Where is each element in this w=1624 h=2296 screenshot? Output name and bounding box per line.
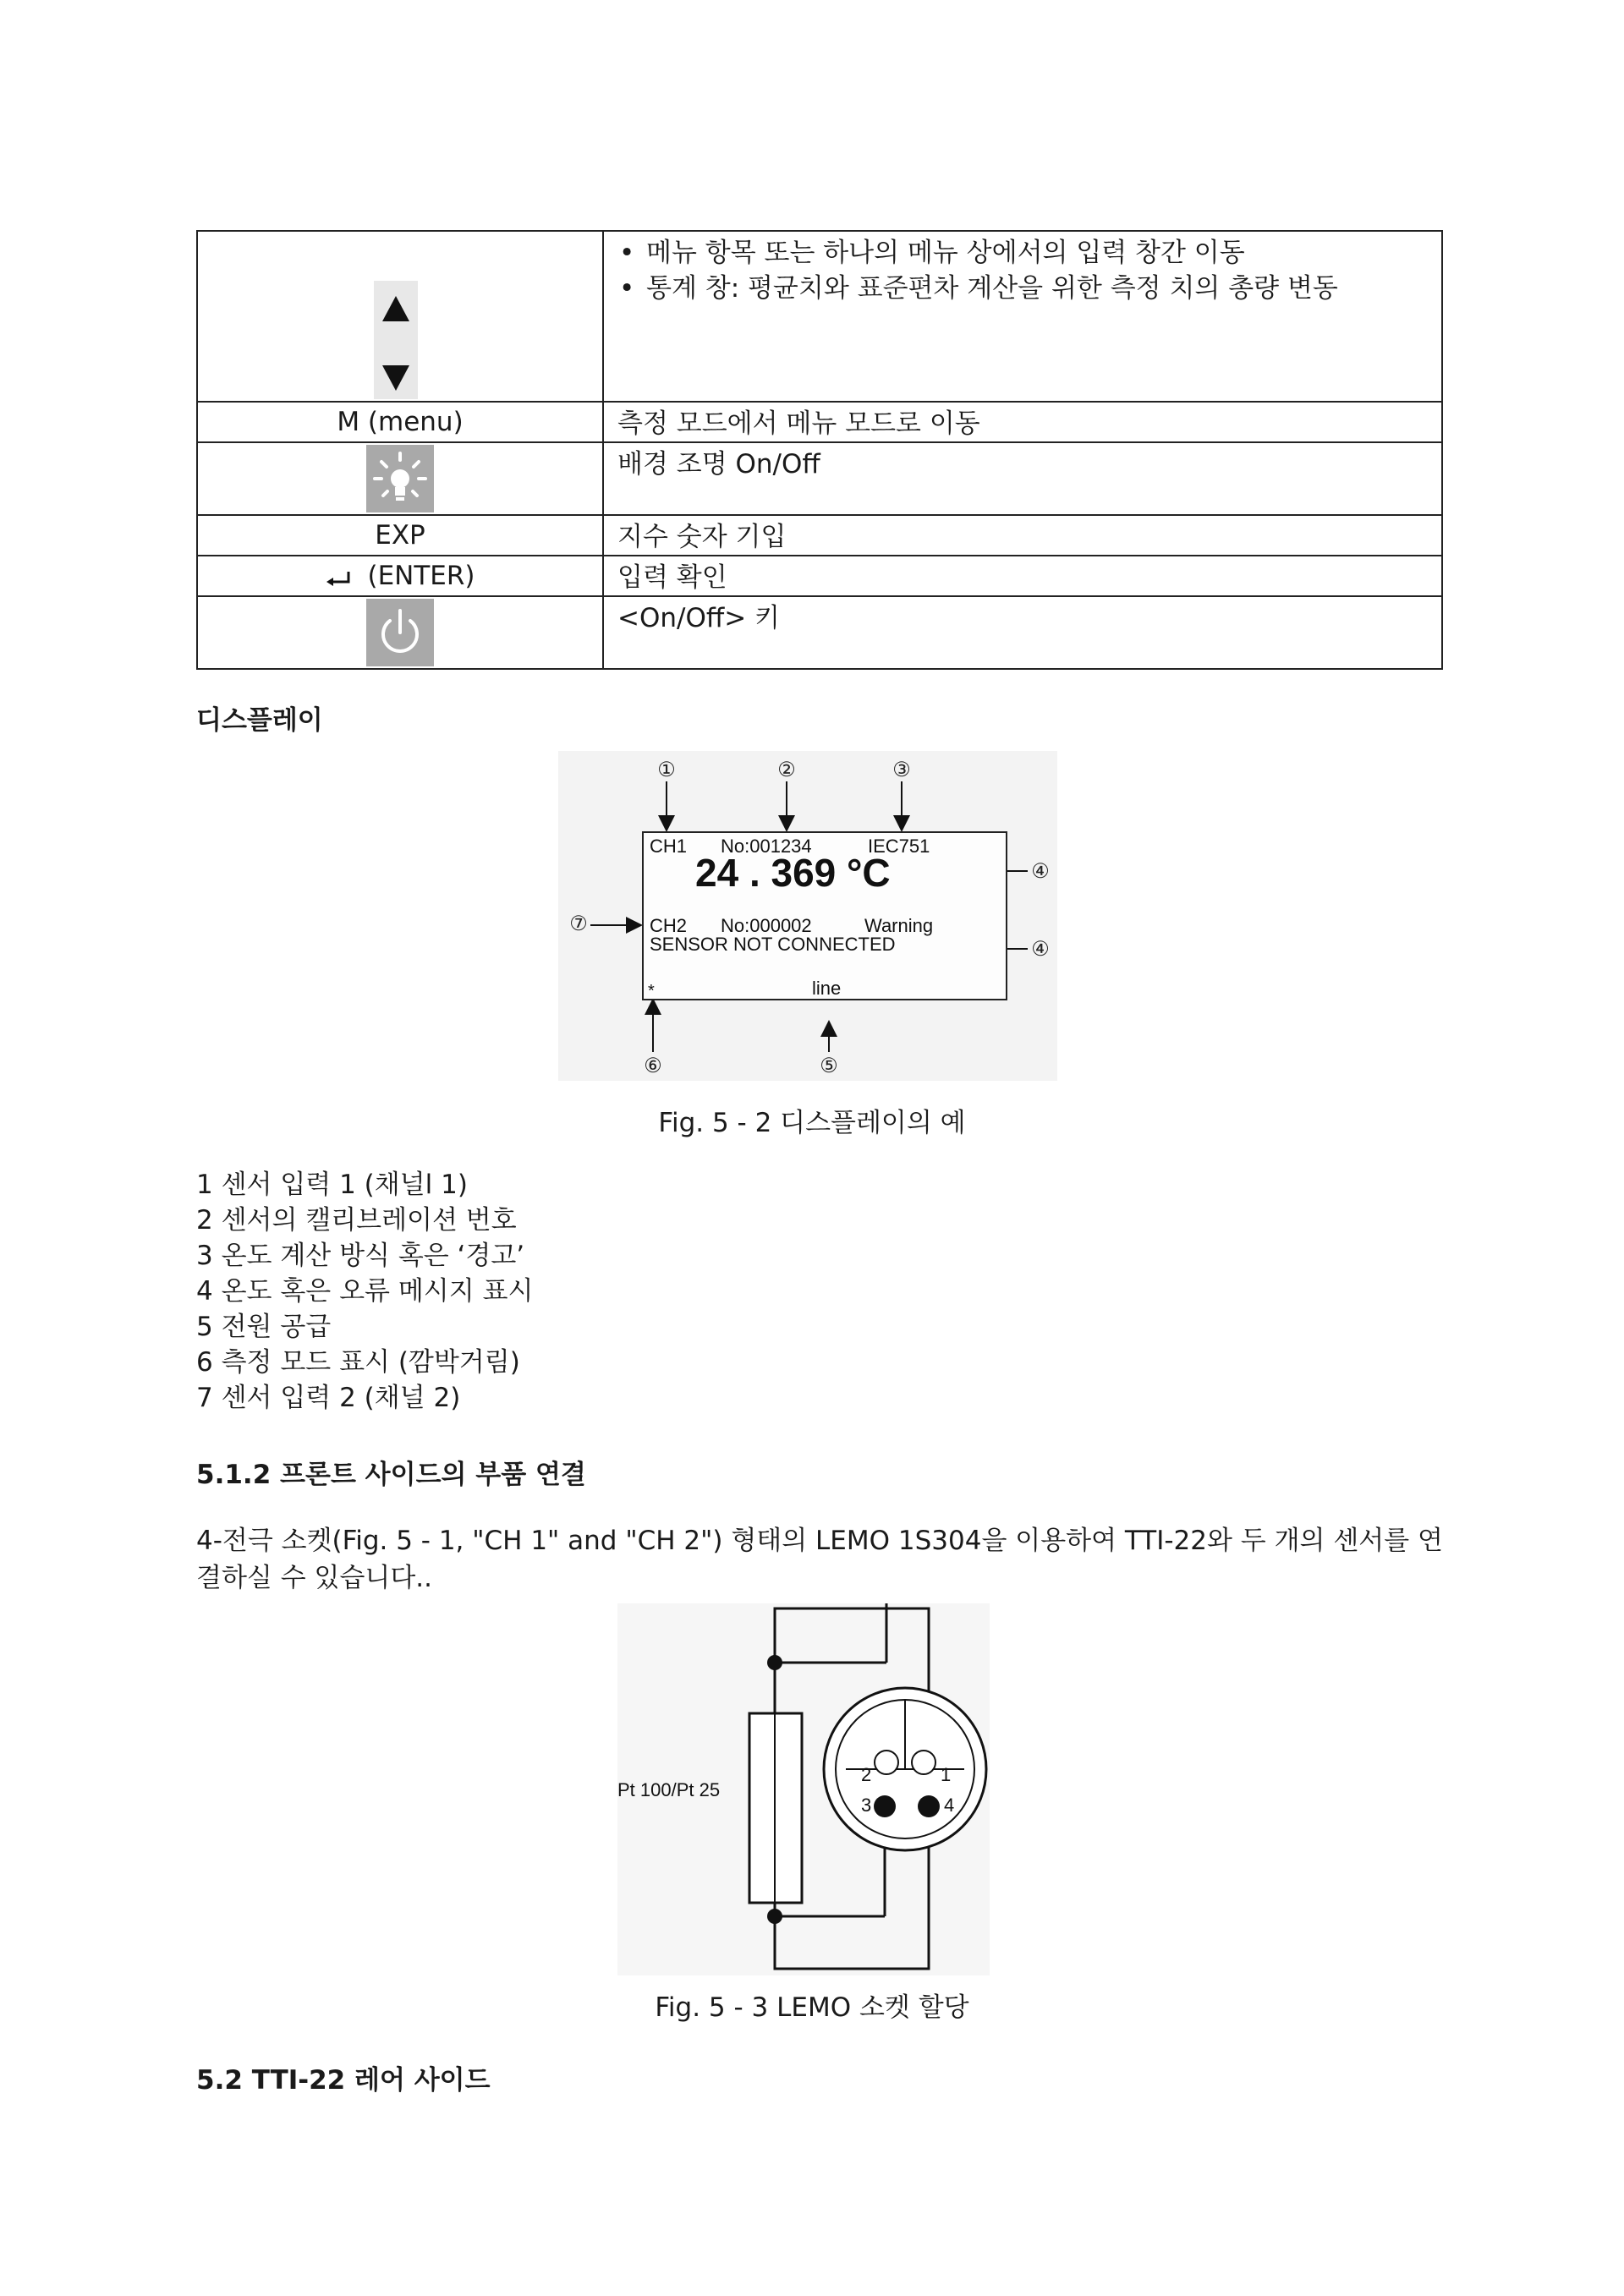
callout-3: ③ [892, 759, 911, 781]
pin-label-1: 1 [941, 1764, 952, 1785]
fig3-caption: Fig. 5 - 3 LEMO 소켓 할당 [655, 1992, 969, 2023]
bullet-list [617, 235, 1429, 306]
lcd-line1-number: No:001234 [721, 836, 812, 857]
pin-label-3: 3 [861, 1795, 872, 1816]
list-item: 1 센서 입력 1 (채널l 1) [196, 1170, 468, 1200]
lcd-line4-message: SENSOR NOT CONNECTED [650, 934, 896, 955]
list-item: 3 온도 계산 방식 혹은 ‘경고’ [196, 1241, 525, 1271]
key-function-table [196, 230, 1443, 670]
description-cell: 배경 조명 On/Off [603, 442, 1442, 515]
table-row [197, 556, 1442, 596]
lcd-blink-mark: * [648, 982, 655, 1000]
list-item: 6 측정 모드 표시 (깜박거림) [196, 1347, 520, 1378]
key-cell [197, 442, 603, 515]
description-cell: 측정 모드에서 메뉴 모드로 이동 [603, 402, 1442, 442]
enter-arrow-icon [325, 568, 352, 587]
key-cell: M (menu) [197, 402, 603, 442]
description-cell [603, 231, 1442, 402]
lcd-line3-number: No:000002 [721, 915, 812, 936]
light-bulb-icon [366, 445, 434, 512]
description-cell: 지수 숫자 기입 [603, 515, 1442, 556]
table-row [197, 596, 1442, 669]
key-cell [197, 231, 603, 402]
sensor-label: Pt 100/Pt 25 [617, 1779, 721, 1800]
lcd-bottom-label: line [812, 978, 842, 999]
callout-6: ⑥ [644, 1055, 662, 1077]
callout-1: ① [657, 759, 676, 781]
lcd-line3-status: Warning [864, 915, 934, 936]
section-512-heading: 5.1.2 프론트 사이드의 부품 연결 [196, 1460, 586, 1490]
callout-4b: ④ [1031, 938, 1050, 961]
list-item: 7 센서 입력 2 (채널 2) [196, 1383, 461, 1413]
table-row [197, 231, 1442, 402]
description-cell: <On/Off> 키 [603, 596, 1442, 669]
callout-5: ⑤ [820, 1055, 838, 1077]
callout-7: ⑦ [569, 912, 588, 935]
display-legend-list [196, 1167, 533, 1416]
table-row [197, 515, 1442, 556]
description-cell: 입력 확인 [603, 556, 1442, 596]
bullet-item: • 메뉴 항목 또는 하나의 메뉴 상에서의 입력 창간 이동 [617, 235, 1429, 271]
up-down-arrow-icon [374, 281, 418, 399]
list-item: 4 온도 혹은 오류 메시지 표시 [196, 1276, 534, 1307]
table-row [197, 402, 1442, 442]
list-item: 2 센서의 캘리브레이션 번호 [196, 1205, 517, 1236]
key-cell: EXP [197, 515, 603, 556]
lcd-line1-standard: IEC751 [868, 836, 930, 857]
lemo-socket-figure [617, 1603, 990, 1975]
power-icon [366, 599, 434, 666]
enter-key-label: (ENTER) [367, 561, 475, 591]
key-cell [197, 556, 603, 596]
lcd-big-value: 24 . 369 °C [695, 851, 891, 895]
list-item: 5 전원 공급 [196, 1312, 332, 1342]
section-52-heading: 5.2 TTI-22 레어 사이드 [196, 2065, 491, 2096]
lcd-display-figure [558, 751, 1057, 1081]
bullet-item: • 통계 창: 평균치와 표준편차 계산을 위한 측정 치의 총량 변동 [617, 271, 1429, 306]
callout-2: ② [777, 759, 796, 781]
pin-label-4: 4 [944, 1795, 955, 1816]
fig2-caption: Fig. 5 - 2 디스플레이의 예 [658, 1108, 966, 1138]
key-cell [197, 596, 603, 669]
table-row [197, 442, 1442, 515]
lcd-line3-channel: CH2 [650, 915, 688, 936]
display-heading: 디스플레이 [196, 705, 323, 736]
callout-4a: ④ [1031, 860, 1050, 883]
pin-label-2: 2 [861, 1764, 872, 1785]
lcd-line1-channel: CH1 [650, 836, 688, 857]
section-512-text: 4-전극 소켓(Fig. 5 - 1, "CH 1" and "CH 2") 형태의 LEMO 1S304을 이용하여 TTI-22와 두 개의 센서를 연결하실 수 있습니다.. [196, 1526, 1443, 1593]
